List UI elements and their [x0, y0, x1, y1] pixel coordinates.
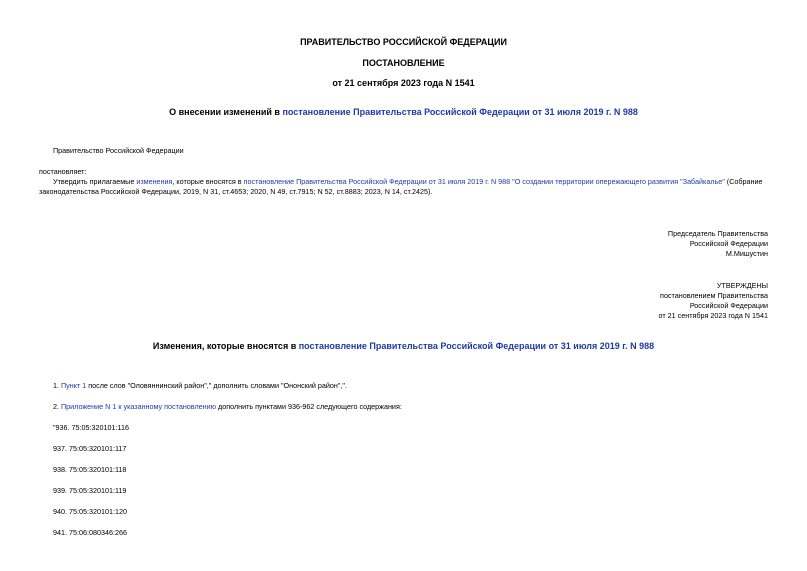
- list-item: 939. 75:05:320101:119: [53, 486, 127, 495]
- issuer-text: Правительство Российской Федерации: [53, 146, 184, 155]
- document-title: [0, 107, 807, 117]
- item-1-link[interactable]: Пункт 1: [61, 381, 87, 390]
- resolution-988-link[interactable]: постановление Правительства Российской Федерации от 31 июля 2019 г. N 988 "О создании территории опережающего развития "Забайкалье": [243, 177, 725, 186]
- changes-link[interactable]: изменения: [136, 177, 173, 186]
- item-1-number: 1.: [53, 381, 61, 390]
- list-item: 941. 75:06:080346:266: [53, 528, 127, 537]
- document-date-number: от 21 сентября 2023 года N 1541: [332, 78, 475, 88]
- approved-heading: УТВЕРЖДЕНЫ: [716, 281, 768, 290]
- approve-text-3: (Собрание законодательства Российской Федерации, 2019, N 31, ст.4653; 2020, N 49, ст.7915; N 52, ст.8883; 2023, N 14, ст.2425).: [39, 177, 763, 196]
- decides-text: постановляет:: [39, 167, 87, 176]
- list-item: "936. 75:05:320101:116: [53, 423, 129, 432]
- approve-text-2: , которые вносятся в: [172, 177, 244, 186]
- title-prefix: О внесении изменений в: [169, 107, 283, 117]
- signature-name: М.Мишустин: [725, 249, 768, 258]
- list-item: 938. 75:05:320101:118: [53, 465, 127, 474]
- changes-title-prefix: Изменения, которые вносятся в: [152, 341, 299, 351]
- list-item: 937. 75:05:320101:117: [53, 444, 127, 453]
- list-item: 940. 75:05:320101:120: [53, 507, 127, 516]
- item-1-text: после слов "Оловяннинский район"," дополнить словами "Ононский район",".: [86, 381, 347, 390]
- item-2: [53, 402, 402, 412]
- item-2-text: дополнить пунктами 936-962 следующего содержания:: [216, 402, 402, 411]
- item-1: [53, 381, 347, 391]
- changes-title-link[interactable]: постановление Правительства Российской Федерации от 31 июля 2019 г. N 988: [298, 341, 655, 351]
- title-resolution-link[interactable]: постановление Правительства Российской Федерации от 31 июля 2019 г. N 988: [282, 107, 638, 117]
- item-2-link[interactable]: Приложение N 1 к указанному постановлению: [61, 402, 217, 411]
- signature-org: Российской Федерации: [689, 239, 768, 248]
- approve-paragraph: [39, 177, 769, 197]
- approved-line-3: Российской Федерации: [689, 301, 768, 310]
- government-heading: ПРАВИТЕЛЬСТВО РОССИЙСКОЙ ФЕДЕРАЦИИ: [300, 37, 507, 47]
- approved-line-4: от 21 сентября 2023 года N 1541: [658, 311, 768, 320]
- signature-position: Председатель Правительства: [667, 229, 768, 238]
- item-2-number: 2.: [53, 402, 61, 411]
- approve-text-1: Утвердить прилагаемые: [53, 177, 137, 186]
- changes-title: [0, 341, 807, 351]
- document-type: ПОСТАНОВЛЕНИЕ: [362, 58, 445, 68]
- approved-line-2: постановлением Правительства: [660, 291, 768, 300]
